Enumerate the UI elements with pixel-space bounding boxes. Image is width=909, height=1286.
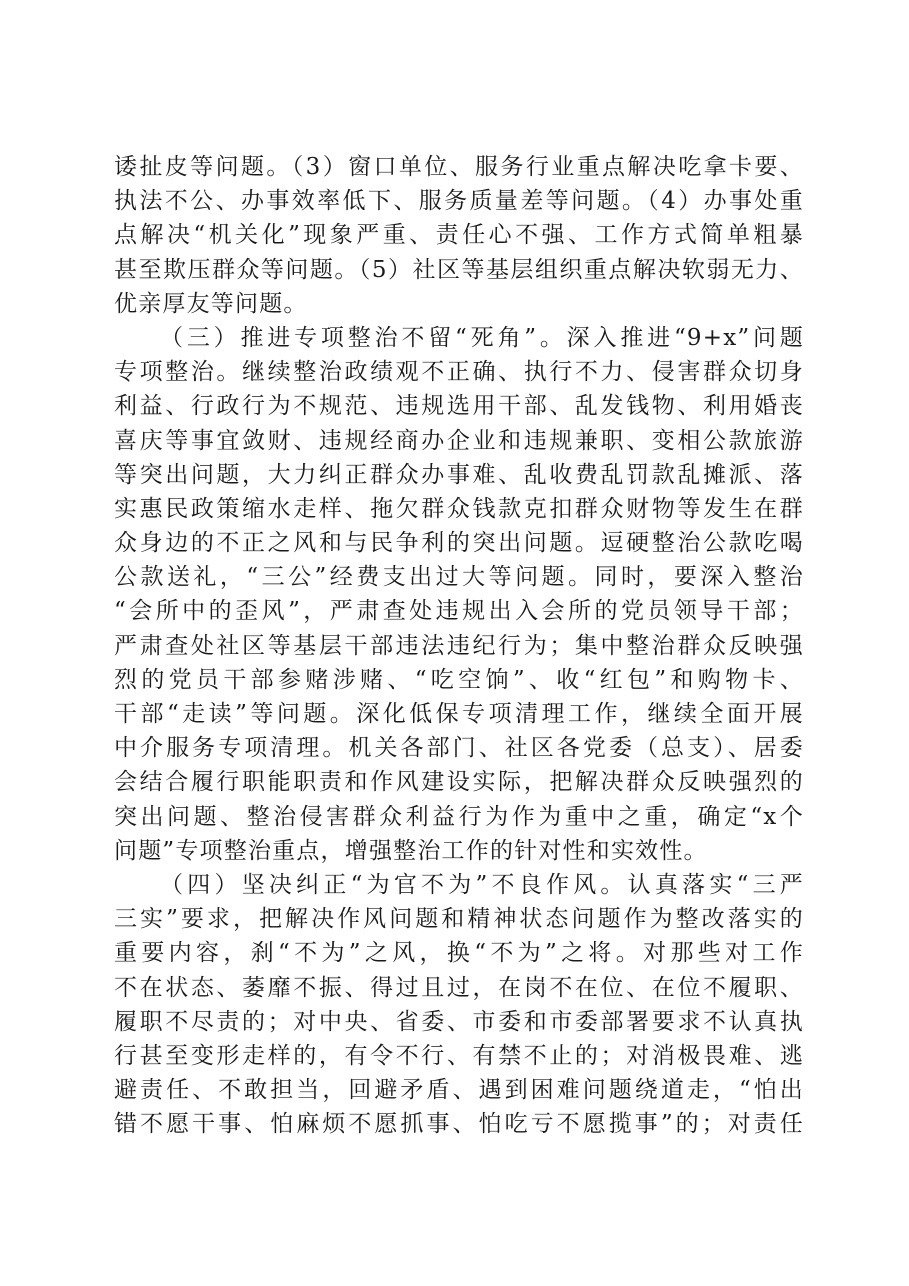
text-line: 重要内容，刹“不为”之风，换“不为”之将。对那些对工作 bbox=[114, 940, 804, 967]
text-line: 行甚至变形走样的，有令不行、有禁不止的；对消极畏难、逃 bbox=[114, 1042, 804, 1069]
text-line: 避责任、不敢担当，回避矛盾、遇到困难问题绕道走，“怕出 bbox=[114, 1077, 804, 1104]
text-line: 突出问题、整治侵害群众利益行为作为重中之重，确定“x个 bbox=[114, 803, 804, 830]
paragraph-first-line: （四）坚决纠正“为官不为”不良作风。认真落实“三严 bbox=[160, 871, 804, 898]
text-line: 履职不尽责的；对中央、省委、市委和市委部署要求不认真执 bbox=[114, 1008, 804, 1035]
text-line: 喜庆等事宜敛财、违规经商办企业和违规兼职、变相公款旅游 bbox=[114, 427, 804, 454]
text-line: 优亲厚友等问题。 bbox=[114, 290, 308, 317]
text-line: 等突出问题，大力纠正群众办事难、乱收费乱罚款乱摊派、落 bbox=[114, 461, 804, 488]
text-line: 中介服务专项清理。机关各部门、社区各党委（总支）、居委 bbox=[114, 735, 804, 762]
text-line: 问题”专项整治重点，增强整治工作的针对性和实效性。 bbox=[114, 837, 708, 864]
text-line: 烈的党员干部参赌涉赌、“吃空饷”、收“红包”和购物卡、 bbox=[114, 666, 804, 693]
text-line: 实惠民政策缩水走样、拖欠群众钱款克扣群众财物等发生在群 bbox=[114, 495, 804, 522]
text-line: 执法不公、办事效率低下、服务质量差等问题。（4）办事处重 bbox=[114, 188, 804, 215]
text-line: 众身边的不正之风和与民争利的突出问题。逗硬整治公款吃喝 bbox=[114, 530, 804, 557]
text-line: 严肃查处社区等基层干部违法违纪行为；集中整治群众反映强 bbox=[114, 632, 804, 659]
text-line: 错不愿干事、怕麻烦不愿抓事、怕吃亏不愿揽事”的；对责任 bbox=[114, 1111, 804, 1138]
text-line: 不在状态、萎靡不振、得过且过，在岗不在位、在位不履职、 bbox=[114, 974, 804, 1001]
text-line: 甚至欺压群众等问题。（5）社区等基层组织重点解决软弱无力、 bbox=[114, 256, 804, 283]
text-line: 干部“走读”等问题。深化低保专项清理工作，继续全面开展 bbox=[114, 701, 804, 727]
text-line: 利益、行政行为不规范、违规选用干部、乱发钱物、利用婚丧 bbox=[114, 393, 804, 420]
text-line: 专项整治。继续整治政绩观不正确、执行不力、侵害群众切身 bbox=[114, 359, 804, 386]
document-body bbox=[114, 150, 804, 1141]
text-line: 公款送礼，“三公”经费支出过大等问题。同时，要深入整治 bbox=[114, 564, 804, 591]
text-line: 诿扯皮等问题。（3）窗口单位、服务行业重点解决吃拿卡要、 bbox=[114, 154, 804, 180]
text-line: 点解决“机关化”现象严重、责任心不强、工作方式简单粗暴 bbox=[114, 222, 804, 249]
paragraph-first-line: （三）推进专项整治不留“死角”。深入推进“9+x”问题 bbox=[160, 324, 804, 351]
text-line: 会结合履行职能职责和作风建设实际，把解决群众反映强烈的 bbox=[114, 769, 804, 796]
text-line: “会所中的歪风”，严肃查处违规出入会所的党员领导干部； bbox=[114, 598, 804, 625]
text-line: 三实”要求，把解决作风问题和精神状态问题作为整改落实的 bbox=[114, 906, 804, 933]
